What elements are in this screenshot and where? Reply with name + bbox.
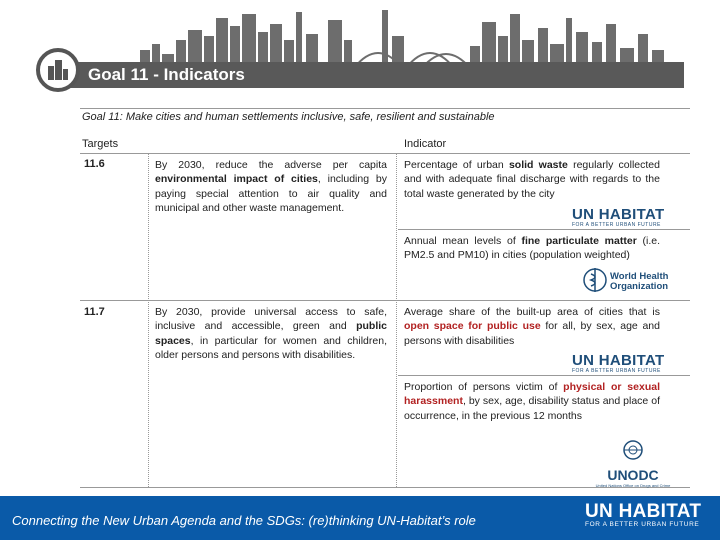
building-icon — [36, 48, 80, 92]
indicator-description: Average share of the built-up area of cities that is open space for public use for all, by sex, age and persons with disabilities — [404, 306, 660, 347]
who-logo: World Health Organization — [582, 266, 677, 296]
un-emblem-icon — [588, 440, 678, 460]
unhabitat-footer-logo: UN HABITAT FOR A BETTER URBAN FUTURE — [585, 501, 702, 528]
goal-statement: Goal 11: Make cities and human settlements inclusive, safe, resilient and sustainable — [82, 111, 495, 123]
target-number: 11.6 — [84, 158, 105, 170]
indicator-description: Percentage of urban solid waste regularly collected and with adequate final discharge with regards to the total waste generated by the city — [404, 159, 660, 200]
city-skyline-illustration — [130, 10, 690, 68]
target-description: By 2030, reduce the adverse per capita environmental impact of cities, including by paying special attention to air quality and municipal and other waste management. — [155, 159, 387, 214]
indicator-description: Annual mean levels of fine particulate matter (i.e. PM2.5 and PM10) in cities (population weighted) — [404, 235, 661, 262]
target-description: By 2030, provide universal access to safe, inclusive and accessible, green and public spaces, in particular for women and children, older persons and persons with disabilities. — [155, 306, 387, 361]
globe-icon — [582, 266, 608, 294]
targets-column-header: Targets — [82, 138, 119, 150]
column-separator — [148, 153, 149, 487]
indicator-column-header: Indicator — [404, 138, 447, 150]
column-separator — [396, 153, 397, 487]
footer-text: Connecting the New Urban Agenda and the SDGs: (re)thinking UN-Habitat’s role — [12, 513, 476, 528]
unhabitat-logo: UN HABITAT FOR A BETTER URBAN FUTURE — [572, 206, 665, 228]
divider — [398, 229, 690, 230]
divider — [80, 108, 690, 109]
unhabitat-logo: UN HABITAT FOR A BETTER URBAN FUTURE — [572, 352, 665, 374]
footer-bar — [0, 496, 720, 540]
divider — [80, 153, 690, 154]
unodc-logo: UNODC United Nations Office on Drugs and Crime — [588, 440, 678, 488]
title-bar — [60, 62, 684, 88]
target-number: 11.7 — [84, 306, 105, 318]
divider — [398, 375, 690, 376]
divider — [80, 300, 690, 301]
page-title: Goal 11 - Indicators — [88, 65, 245, 84]
indicator-description: Proportion of persons victim of physical or sexual harassment, by sex, age, disability status and place of occurrence, in the previous 12 months — [404, 381, 660, 422]
